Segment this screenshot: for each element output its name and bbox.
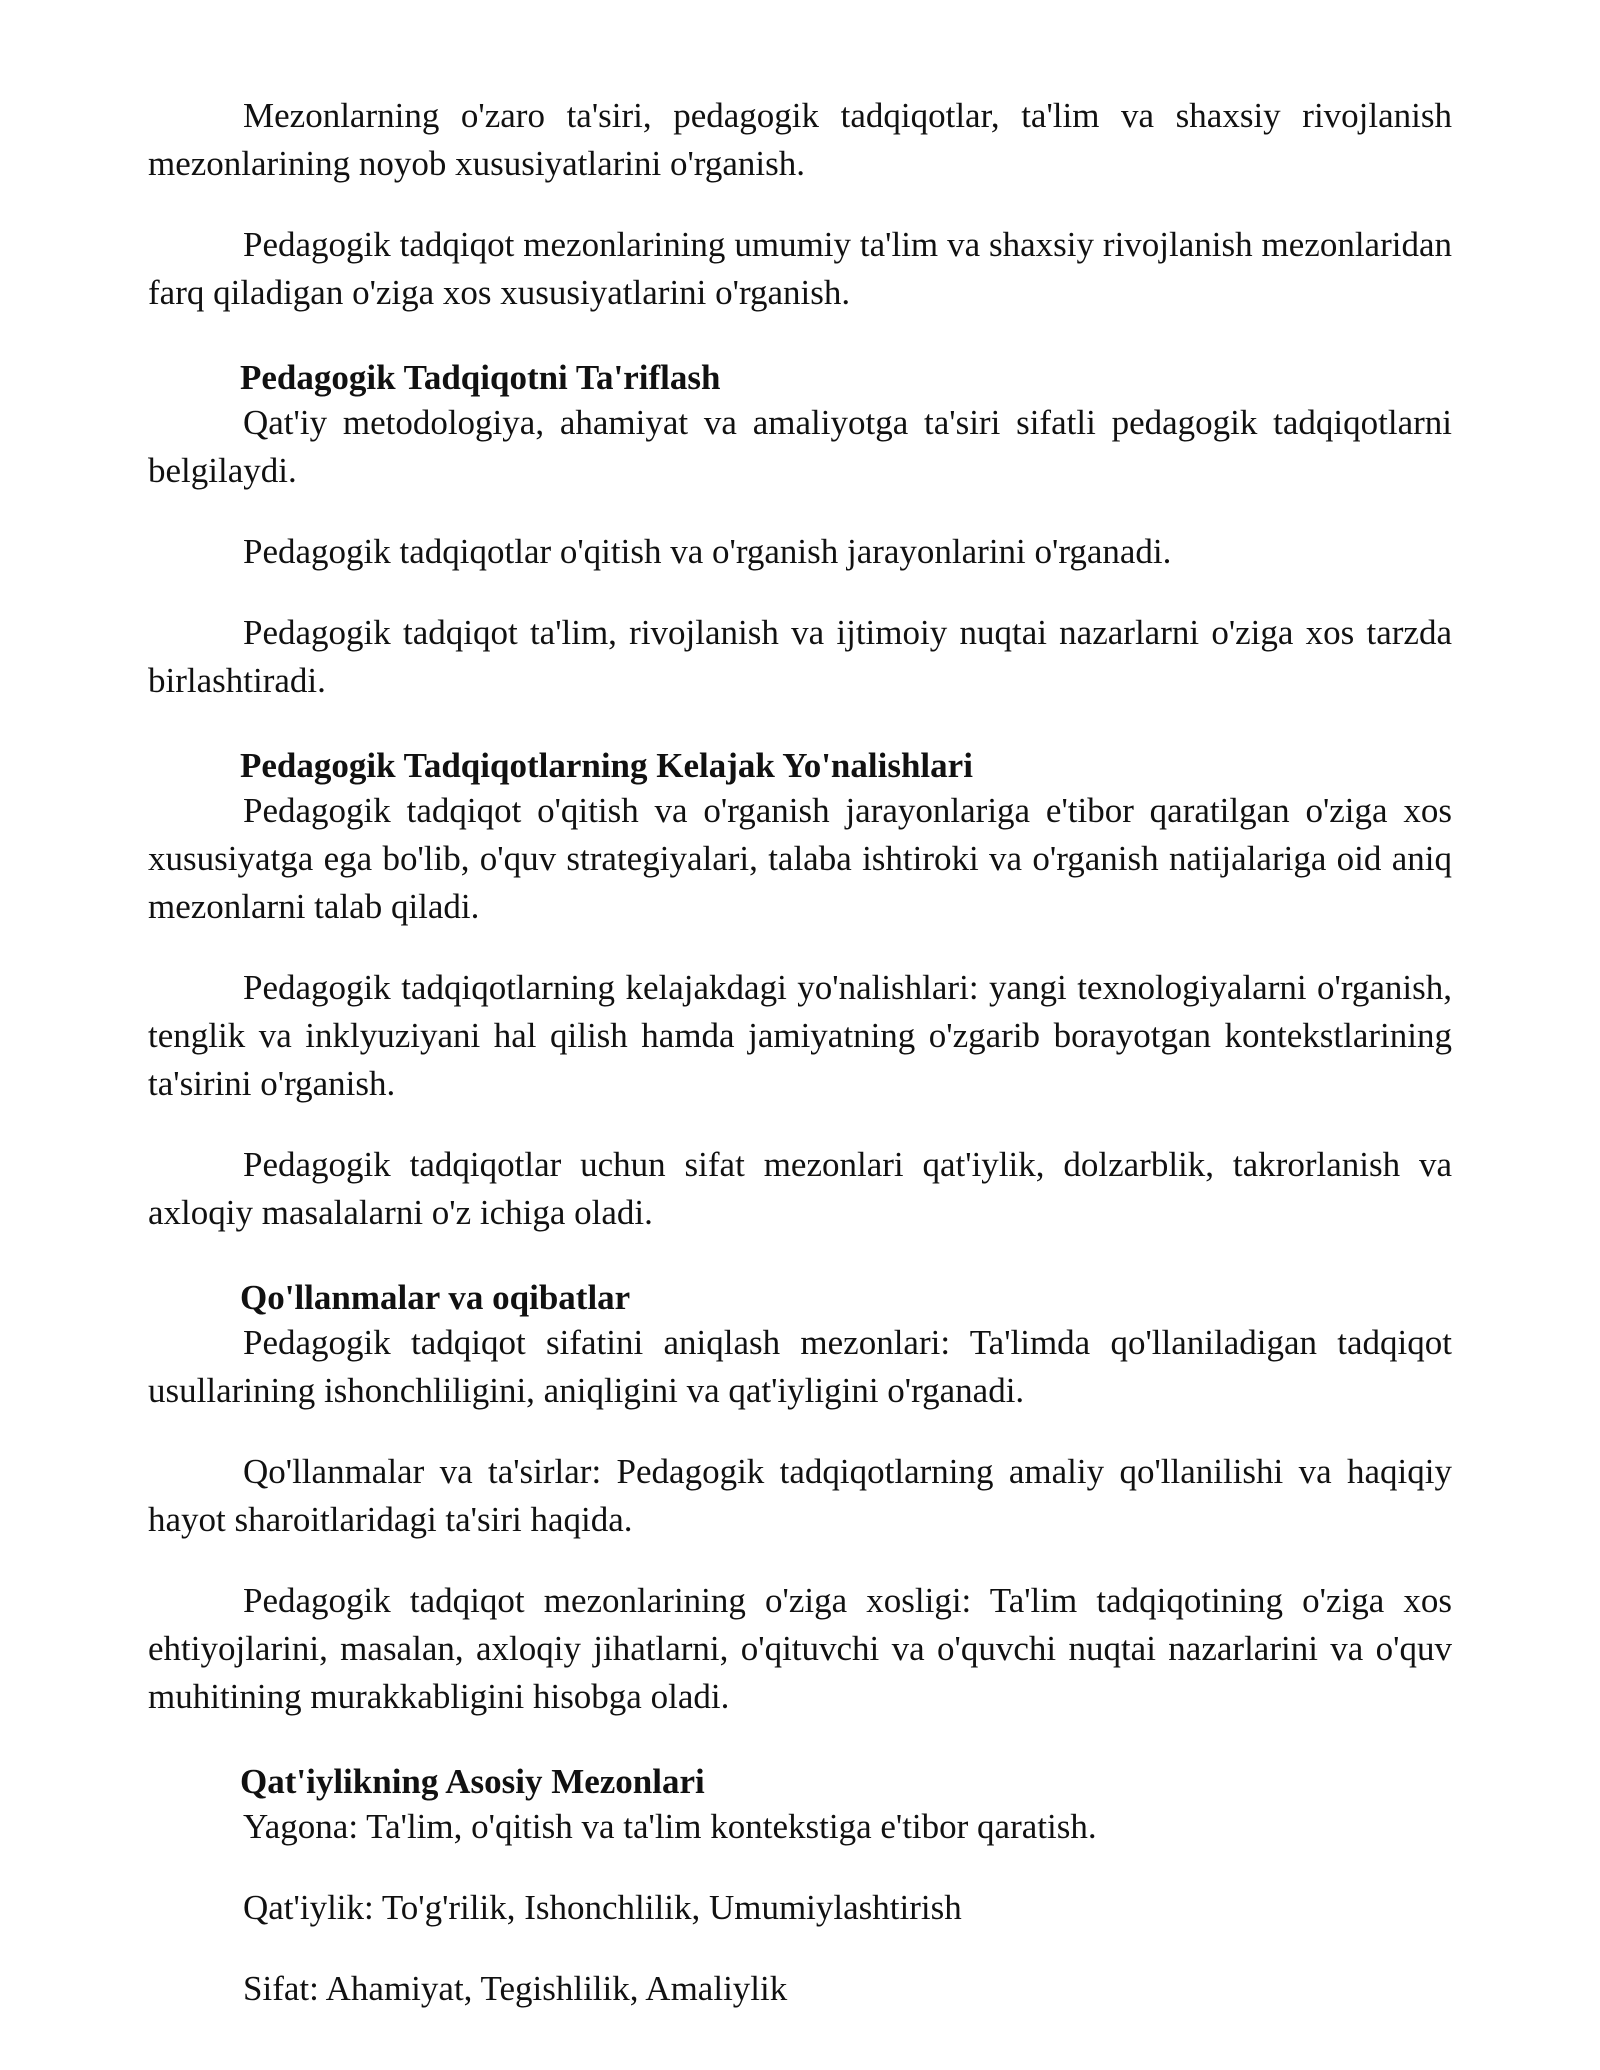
document-page	[148, 92, 1452, 2046]
section-heading: Pedagogik Tadqiqotni Ta'riflash	[240, 358, 721, 397]
paragraph: Pedagogik tadqiqotlar uchun sifat mezonlari qat'iylik, dolzarblik, takrorlanish va axloqiy masalalarni o'z ichiga oladi.	[148, 1145, 1452, 1232]
section-heading: Pedagogik Tadqiqotlarning Kelajak Yo'nalishlari	[240, 746, 973, 785]
paragraph: Pedagogik tadqiqotlar o'qitish va o'rganish jarayonlarini o'rganadi.	[243, 532, 1172, 571]
paragraph: Pedagogik tadqiqot mezonlarining o'ziga xosligi: Ta'lim tadqiqotining o'ziga xos ehtiyojlarini, masalan, axloqiy jihatlarni, o'qituvchi va o'quvchi nuqtai nazarlarini va o'quv muhitining murakkabligini hisobga oladi.	[148, 1581, 1452, 1716]
section-heading: Qo'llanmalar va oqibatlar	[240, 1278, 631, 1317]
paragraph: Pedagogik tadqiqot mezonlarining umumiy ta'lim va shaxsiy rivojlanish mezonlaridan farq qiladigan o'ziga xos xususiyatlarini o'rganish.	[148, 225, 1452, 312]
paragraph: Pedagogik tadqiqot sifatini aniqlash mezonlari: Ta'limda qo'llaniladigan tadqiqot usullarining ishonchliligini, aniqligini va qat'iyligini o'rganadi.	[148, 1323, 1452, 1410]
paragraph: Mezonlarning o'zaro ta'siri, pedagogik tadqiqotlar, ta'lim va shaxsiy rivojlanish mezonlarining noyob xususiyatlarini o'rganish.	[148, 96, 1452, 183]
paragraph: Pedagogik tadqiqot o'qitish va o'rganish jarayonlariga e'tibor qaratilgan o'ziga xos xususiyatga ega bo'lib, o'quv strategiyalari, talaba ishtiroki va o'rganish natijalariga oid aniq mezonlarni talab qiladi.	[148, 791, 1452, 926]
paragraph: Pedagogik tadqiqotlarning kelajakdagi yo'nalishlari: yangi texnologiyalarni o'rganish, tenglik va inklyuziyani hal qilish hamda jamiyatning o'zgarib borayotgan kontekstlarining ta'sirini o'rganish.	[148, 968, 1452, 1103]
paragraph: Sifat: Ahamiyat, Tegishlilik, Amaliylik	[243, 1969, 788, 2008]
paragraph: Yagona: Ta'lim, o'qitish va ta'lim kontekstiga e'tibor qaratish.	[243, 1807, 1097, 1846]
paragraph: Pedagogik tadqiqot ta'lim, rivojlanish va ijtimoiy nuqtai nazarlarni o'ziga xos tarzda birlashtiradi.	[148, 613, 1452, 700]
paragraph: Qat'iy metodologiya, ahamiyat va amaliyotga ta'siri sifatli pedagogik tadqiqotlarni belgilaydi.	[148, 403, 1452, 490]
paragraph: Qo'llanmalar va ta'sirlar: Pedagogik tadqiqotlarning amaliy qo'llanilishi va haqiqiy hayot sharoitlaridagi ta'siri haqida.	[148, 1452, 1452, 1539]
section-heading: Qat'iylikning Asosiy Mezonlari	[240, 1762, 705, 1801]
paragraph: Qat'iylik: To'g'rilik, Ishonchlilik, Umumiylashtirish	[243, 1888, 962, 1927]
